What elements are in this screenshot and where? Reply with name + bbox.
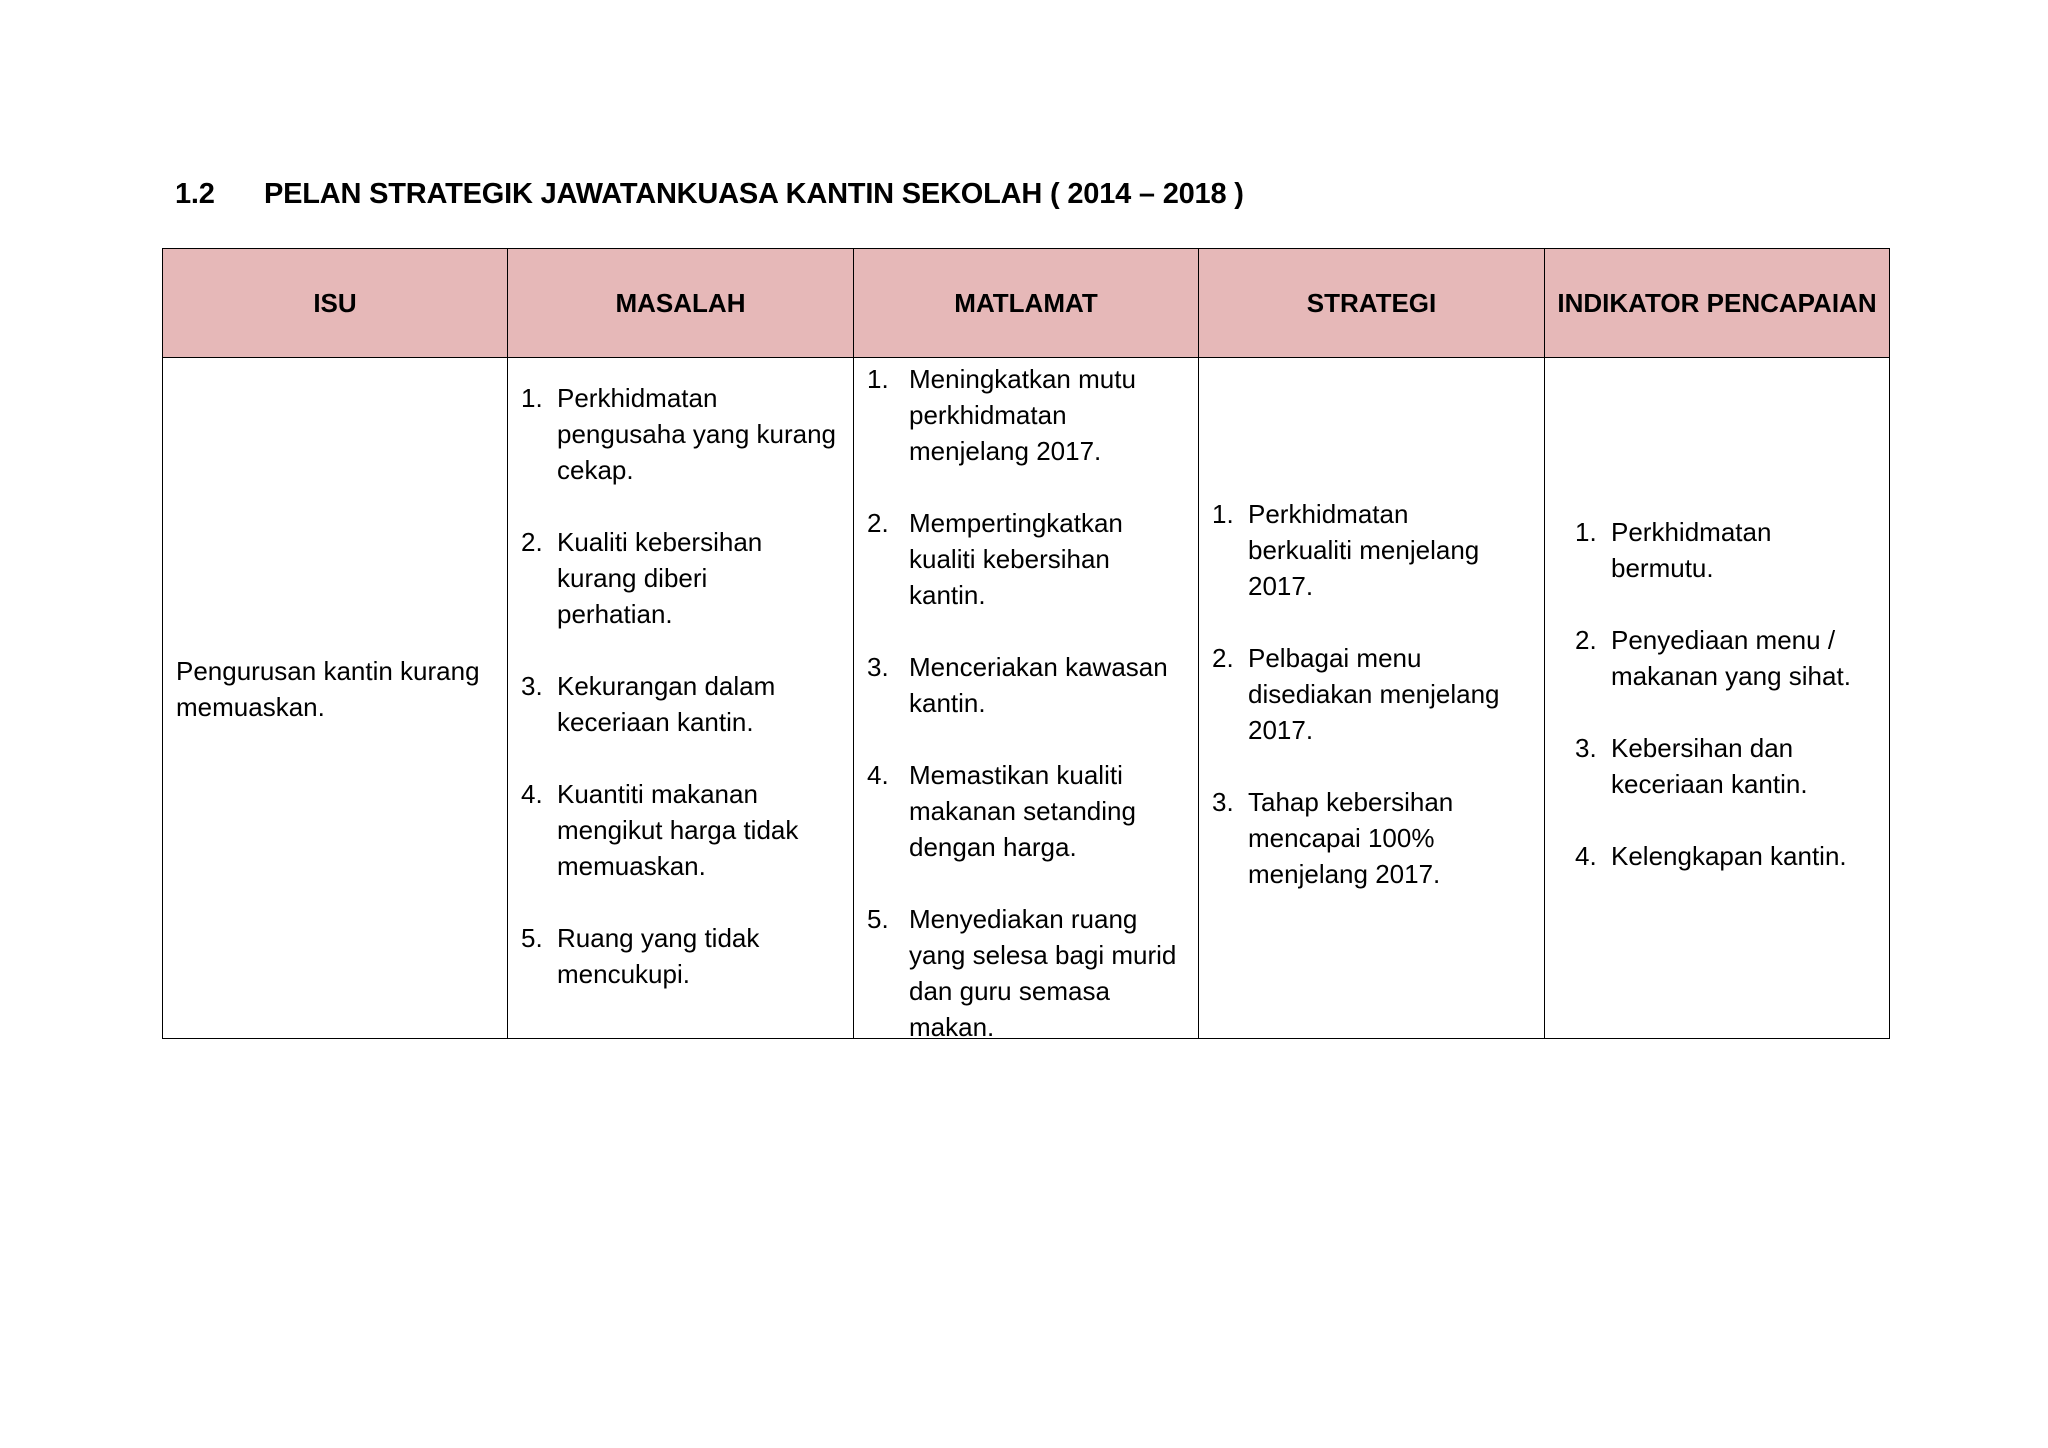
list-item [867, 901, 1192, 1045]
list-item-number: 2. [1212, 643, 1234, 673]
header-matlamat: MATLAMAT [854, 249, 1199, 358]
cell-matlamat [854, 358, 1199, 1042]
header-indikator-pencapaian: INDIKATOR PENCAPAIAN [1545, 249, 1890, 358]
list-item-text: Kelengkapan kantin. [1611, 841, 1847, 871]
list-item-text: Perkhidmatan pengusaha yang kurang cekap. [557, 383, 837, 485]
list-item [521, 776, 847, 884]
header-strategi: STRATEGI [1199, 249, 1545, 358]
table-header-row [163, 249, 1890, 358]
list-item-number: 5. [521, 923, 543, 953]
list-item-text: Meningkatkan mutu perkhidmatan menjelang 2017. [909, 364, 1136, 466]
cell-masalah [508, 358, 854, 1039]
list-item [521, 668, 847, 740]
list-item-text: Penyediaan menu / makanan yang sihat. [1611, 625, 1851, 691]
cell-indikator [1545, 358, 1890, 1039]
list-item-number: 1. [521, 383, 543, 413]
list-item [867, 505, 1192, 613]
list-item-text: Perkhidmatan bermutu. [1611, 517, 1772, 583]
list-item [867, 361, 1192, 469]
list-item-number: 2. [1575, 625, 1597, 655]
list-item-text: Ruang yang tidak mencukupi. [557, 923, 760, 989]
table-row [163, 358, 1890, 1039]
header-isu: ISU [163, 249, 508, 358]
list-item-number: 4. [521, 779, 543, 809]
list-item-number: 1. [867, 364, 889, 394]
list-item-number: 1. [1212, 499, 1234, 529]
list-item-number: 3. [1575, 733, 1597, 763]
list-item-text: Kekurangan dalam keceriaan kantin. [557, 671, 776, 737]
list-item-number: 3. [1212, 787, 1234, 817]
list-item-number: 4. [867, 760, 889, 790]
list-item-number: 4. [1575, 841, 1597, 871]
section-number: 1.2 [175, 178, 215, 210]
list-item-text: Mempertingkatkan kualiti kebersihan kantin. [909, 508, 1123, 610]
list-item-text: Pelbagai menu disediakan menjelang 2017. [1248, 643, 1500, 745]
list-item [1212, 640, 1538, 748]
list-item [1212, 496, 1538, 604]
isu-text: Pengurusan kantin kurang memuaskan. [176, 656, 480, 722]
list-item-text: Kuantiti makanan mengikut harga tidak memuaskan. [557, 779, 799, 881]
list-item [1212, 784, 1538, 892]
list-item-number: 3. [521, 671, 543, 701]
list-item-number: 2. [521, 527, 543, 557]
list-item [1575, 730, 1883, 802]
list-item [521, 920, 847, 992]
list-item [521, 524, 847, 632]
list-item-text: Kualiti kebersihan kurang diberi perhatian. [557, 527, 763, 629]
section-title: PELAN STRATEGIK JAWATANKUASA KANTIN SEKOLAH ( 2014 – 2018 ) [264, 178, 1244, 210]
list-item-number: 2. [867, 508, 889, 538]
indikator-list [1575, 514, 1883, 874]
list-item-number: 3. [867, 652, 889, 682]
strategi-list [1212, 496, 1538, 892]
matlamat-list [867, 361, 1192, 1045]
masalah-list [521, 380, 847, 992]
list-item-text: Perkhidmatan berkualiti menjelang 2017. [1248, 499, 1480, 601]
list-item-text: Menceriakan kawasan kantin. [909, 652, 1168, 718]
list-item [867, 757, 1192, 865]
list-item-number: 1. [1575, 517, 1597, 547]
cell-isu [163, 358, 508, 1039]
cell-strategi [1199, 358, 1545, 1039]
strategic-plan-table [162, 248, 1890, 1042]
list-item-number: 5. [867, 904, 889, 934]
list-item [1575, 514, 1883, 586]
list-item [1575, 622, 1883, 694]
list-item [521, 380, 847, 488]
list-item-text: Tahap kebersihan mencapai 100% menjelang 2017. [1248, 787, 1454, 889]
list-item [1575, 838, 1883, 874]
list-item-text: Menyediakan ruang yang selesa bagi murid dan guru semasa makan. [909, 904, 1177, 1042]
document-heading [175, 178, 1244, 211]
list-item [867, 649, 1192, 721]
list-item-text: Kebersihan dan keceriaan kantin. [1611, 733, 1808, 799]
list-item-text: Memastikan kualiti makanan setanding dengan harga. [909, 760, 1136, 862]
header-masalah: MASALAH [508, 249, 854, 358]
